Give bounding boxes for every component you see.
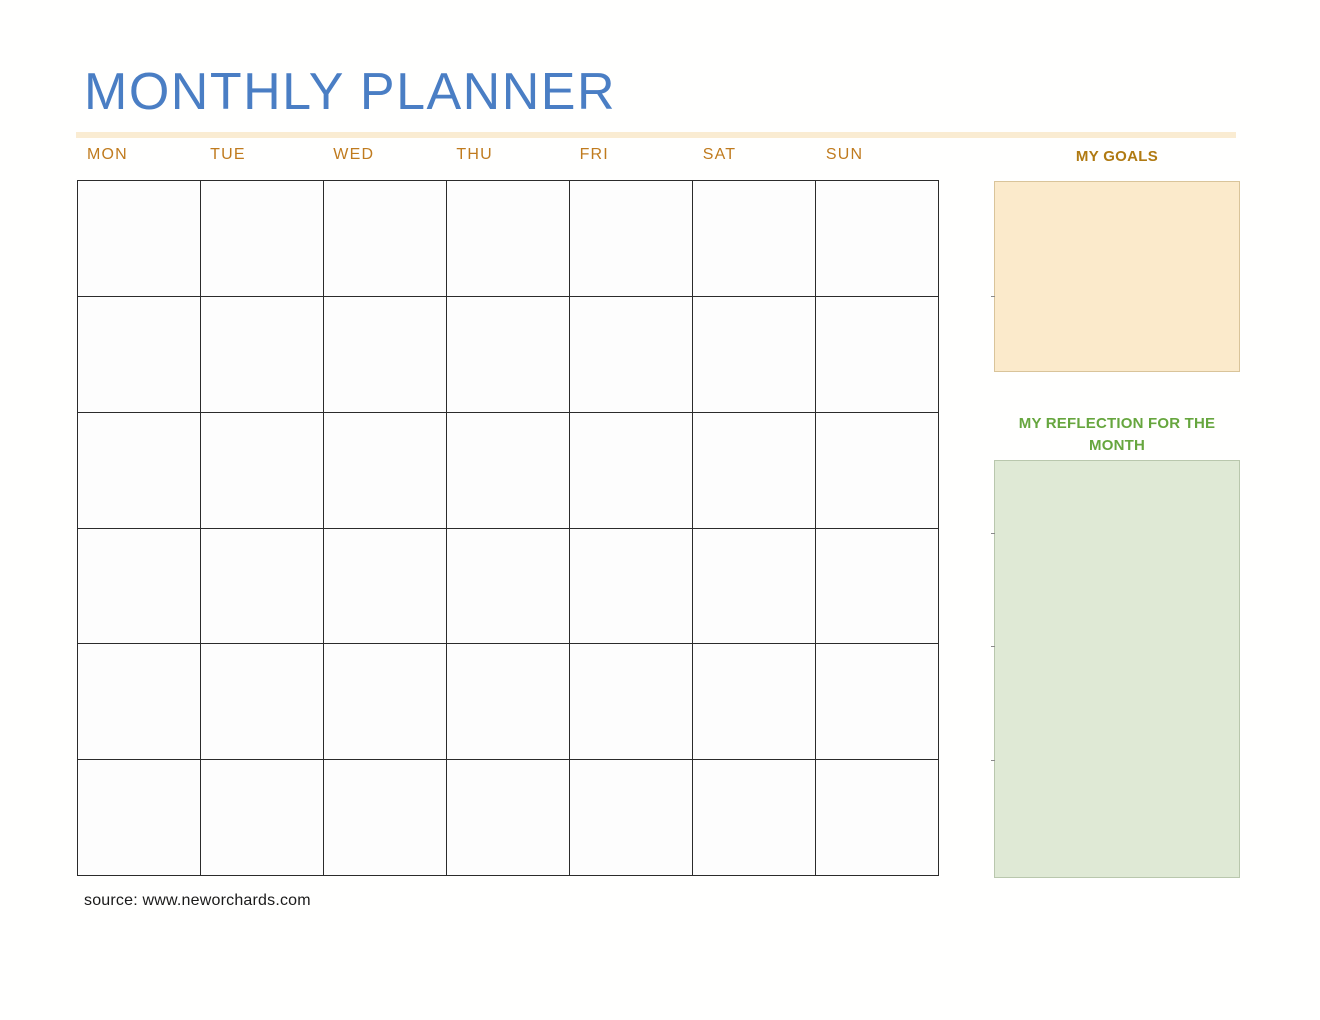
calendar-cell[interactable] xyxy=(447,413,570,529)
goals-panel-tick-mark xyxy=(991,296,995,297)
calendar-cell[interactable] xyxy=(201,644,324,760)
weekday-label-fri: FRI xyxy=(579,146,609,163)
page-title: MONTHLY PLANNER xyxy=(84,63,617,121)
calendar-cell[interactable] xyxy=(78,760,201,876)
goals-panel-label: MY GOALS xyxy=(1075,148,1159,165)
reflection-panel-tick-mark xyxy=(991,533,995,534)
weekday-label-sun: SUN xyxy=(825,146,864,163)
reflection-panel-label: MY REFLECTION FOR THE MONTH xyxy=(1018,415,1216,454)
weekday-label-tue: TUE xyxy=(210,146,246,163)
calendar-cell[interactable] xyxy=(201,529,324,645)
calendar-cell[interactable] xyxy=(570,181,693,297)
calendar-cell[interactable] xyxy=(693,181,816,297)
calendar-cell[interactable] xyxy=(447,529,570,645)
title-divider xyxy=(76,132,1236,138)
calendar-cell[interactable] xyxy=(78,297,201,413)
calendar-cell[interactable] xyxy=(78,644,201,760)
calendar-cell[interactable] xyxy=(324,529,447,645)
weekday-label-mon: MON xyxy=(87,146,128,163)
calendar-cell[interactable] xyxy=(570,529,693,645)
calendar-cell[interactable] xyxy=(693,529,816,645)
calendar-cell[interactable] xyxy=(324,297,447,413)
reflection-panel-tick-mark xyxy=(991,646,995,647)
calendar-cell[interactable] xyxy=(447,297,570,413)
calendar-grid xyxy=(77,180,939,876)
weekday-label-wed: WED xyxy=(333,146,375,163)
calendar-cell[interactable] xyxy=(201,760,324,876)
calendar-cell[interactable] xyxy=(816,413,939,529)
calendar-cell[interactable] xyxy=(693,413,816,529)
reflection-panel-tick-mark xyxy=(991,760,995,761)
calendar-cell[interactable] xyxy=(201,181,324,297)
calendar-cell[interactable] xyxy=(570,413,693,529)
calendar-cell[interactable] xyxy=(447,760,570,876)
calendar-cell[interactable] xyxy=(816,760,939,876)
calendar-cell[interactable] xyxy=(447,644,570,760)
calendar-cell[interactable] xyxy=(324,644,447,760)
calendar-cell[interactable] xyxy=(693,644,816,760)
goals-panel-box[interactable] xyxy=(994,181,1240,372)
weekday-header-row xyxy=(77,146,939,176)
calendar-cell[interactable] xyxy=(816,297,939,413)
calendar-cell[interactable] xyxy=(78,413,201,529)
calendar-cell[interactable] xyxy=(324,413,447,529)
calendar-cell[interactable] xyxy=(693,297,816,413)
calendar-cell[interactable] xyxy=(570,297,693,413)
weekday-label-thu: THU xyxy=(456,146,493,163)
calendar-cell[interactable] xyxy=(201,413,324,529)
calendar-cell[interactable] xyxy=(816,181,939,297)
calendar-cell[interactable] xyxy=(78,529,201,645)
weekday-label-sat: SAT xyxy=(702,146,737,163)
calendar-cell[interactable] xyxy=(447,181,570,297)
reflection-panel-box[interactable] xyxy=(994,460,1240,878)
calendar-cell[interactable] xyxy=(324,181,447,297)
calendar-cell[interactable] xyxy=(324,760,447,876)
calendar-cell[interactable] xyxy=(201,297,324,413)
calendar-cell[interactable] xyxy=(816,529,939,645)
calendar-cell[interactable] xyxy=(693,760,816,876)
calendar-cell[interactable] xyxy=(570,760,693,876)
calendar-cell[interactable] xyxy=(78,181,201,297)
calendar-cell[interactable] xyxy=(816,644,939,760)
source-credit: source: www.neworchards.com xyxy=(84,892,311,909)
calendar-cell[interactable] xyxy=(570,644,693,760)
